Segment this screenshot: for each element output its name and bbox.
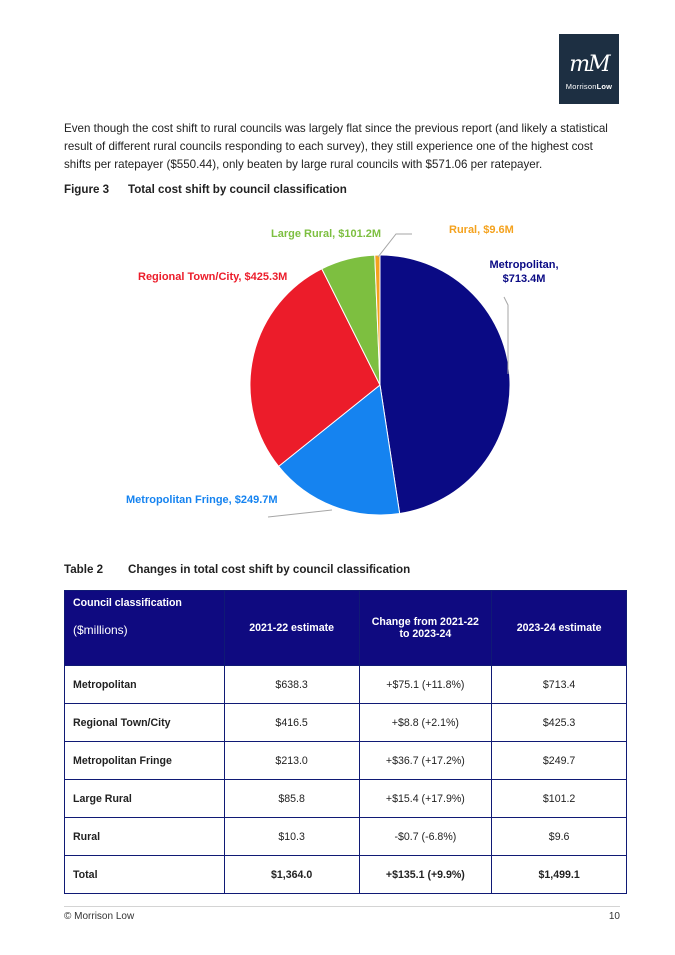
pie-chart: [110, 215, 580, 535]
logo-name-light: Morrison: [565, 81, 597, 91]
table-title: Changes in total cost shift by council classification: [128, 563, 411, 576]
header-classification: [65, 591, 225, 666]
pie-slice-metropolitan: [380, 255, 510, 514]
cell-2023-24: $101.2: [492, 780, 627, 818]
label-rural: Rural, $9.6M: [449, 224, 514, 236]
cell-2023-24: $1,499.1: [492, 856, 627, 894]
cell-change: +$8.8 (+2.1%): [359, 704, 492, 742]
label-regional-town-city: Regional Town/City, $425.3M: [138, 271, 288, 283]
cell-2021-22: $213.0: [224, 742, 359, 780]
label-large-rural: Large Rural, $101.2M: [271, 228, 382, 240]
row-label: Total: [65, 856, 225, 894]
morrison-low-logo: [559, 34, 619, 104]
table-row: [65, 780, 627, 818]
logo-name: [566, 82, 612, 91]
row-label: Regional Town/City: [65, 704, 225, 742]
label-metropolitan-fringe: Metropolitan Fringe, $249.7M: [126, 494, 278, 506]
table-row: [65, 704, 627, 742]
table-caption: [64, 563, 410, 576]
leader-line-rural: [378, 234, 412, 257]
leader-line-fringe: [268, 510, 332, 517]
table-header-row: [65, 591, 627, 666]
row-label: Metropolitan Fringe: [65, 742, 225, 780]
pie-slices: [250, 255, 510, 515]
row-label: Rural: [65, 818, 225, 856]
row-label: Metropolitan: [65, 666, 225, 704]
cell-change: +$36.7 (+17.2%): [359, 742, 492, 780]
figure-title: Total cost shift by council classification: [128, 183, 347, 196]
cell-2023-24: $249.7: [492, 742, 627, 780]
logo-mark: mM: [569, 51, 609, 77]
table-number: Table 2: [64, 563, 104, 576]
cell-2021-22: $1,364.0: [224, 856, 359, 894]
cost-shift-table: [64, 590, 627, 894]
cell-change: +$75.1 (+11.8%): [359, 666, 492, 704]
header-2021-22-estimate: 2021-22 estimate: [224, 591, 359, 666]
cell-2023-24: $713.4: [492, 666, 627, 704]
table-row: [65, 818, 627, 856]
label-metropolitan-line1: Metropolitan,: [489, 259, 559, 271]
label-metropolitan-line2: $713.4M: [502, 273, 546, 285]
cell-2021-22: $85.8: [224, 780, 359, 818]
cell-2021-22: $10.3: [224, 818, 359, 856]
logo-name-bold: Low: [596, 81, 613, 91]
cell-2021-22: $416.5: [224, 704, 359, 742]
footer-copyright: © Morrison Low: [64, 911, 135, 922]
cell-2021-22: $638.3: [224, 666, 359, 704]
footer-divider: [64, 906, 620, 907]
cell-2023-24: $425.3: [492, 704, 627, 742]
intro-paragraph: Even though the cost shift to rural councils was largely flat since the previous report (and likely a statistical result of different rural councils responding to each survey), they still experience one of the highest cost shifts per ratepayer ($550.44), only beaten by large rural councils with $571.06 per ratepayer.: [64, 122, 608, 171]
cell-2023-24: $9.6: [492, 818, 627, 856]
cell-change: +$135.1 (+9.9%): [359, 856, 492, 894]
table-row: [65, 742, 627, 780]
table-total-row: [65, 856, 627, 894]
header-classification-label: Council classification: [73, 597, 182, 609]
header-change: Change from 2021-22 to 2023-24: [359, 591, 492, 666]
figure-number: Figure 3: [64, 183, 110, 196]
cell-change: +$15.4 (+17.9%): [359, 780, 492, 818]
page-number: 10: [608, 911, 620, 922]
table-row: [65, 666, 627, 704]
figure-caption: [64, 183, 347, 196]
header-classification-unit: ($millions): [73, 623, 128, 637]
header-2023-24-estimate: 2023-24 estimate: [492, 591, 627, 666]
cell-change: -$0.7 (-6.8%): [359, 818, 492, 856]
row-label: Large Rural: [65, 780, 225, 818]
